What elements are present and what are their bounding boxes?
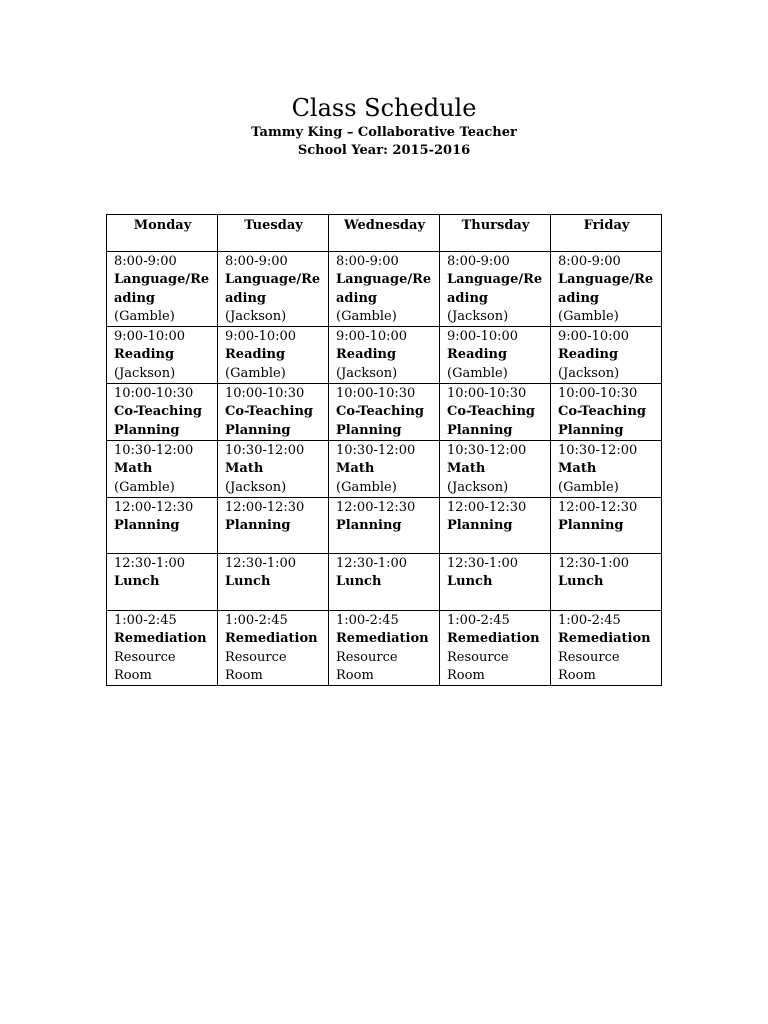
cell-subject: Math — [447, 461, 486, 477]
cell-note: (Gamble) — [558, 308, 619, 324]
page-subtitle: Tammy King – Collaborative Teacher — [251, 125, 517, 140]
cell-subject: Planning — [447, 518, 513, 534]
schedule-cell-friday — [551, 497, 662, 553]
schedule-cell-wednesday — [329, 441, 440, 498]
cell-subject: Co-Teaching Planning — [336, 404, 424, 438]
cell-note: (Jackson) — [225, 308, 287, 324]
cell-subject: Math — [114, 461, 153, 477]
schedule-cell-tuesday — [218, 497, 329, 553]
schedule-cell-tuesday — [218, 384, 329, 441]
cell-note: (Jackson) — [114, 365, 176, 381]
cell-subject: Remediation — [558, 631, 651, 647]
table-row — [107, 441, 662, 498]
cell-note: (Gamble) — [114, 479, 175, 495]
cell-subject: Planning — [558, 518, 624, 534]
schedule-cell-friday — [551, 553, 662, 610]
cell-subject: Remediation — [114, 631, 207, 647]
schedule-cell-wednesday — [329, 252, 440, 327]
cell-note: (Gamble) — [447, 365, 508, 381]
cell-subject: Reading — [558, 347, 619, 363]
schedule-cell-monday — [107, 553, 218, 610]
cell-subject: Lunch — [336, 574, 382, 590]
cell-subject: Planning — [225, 518, 291, 534]
cell-subject: Language/Reading — [225, 272, 321, 306]
cell-note: (Jackson) — [447, 479, 509, 495]
table-row — [107, 384, 662, 441]
cell-time: 8:00-9:00 — [336, 254, 399, 269]
cell-time: 12:00-12:30 — [336, 499, 416, 515]
schedule-cell-thursday — [440, 610, 551, 685]
cell-subject: Lunch — [225, 574, 271, 590]
cell-subject: Remediation — [447, 631, 540, 647]
schedule-cell-wednesday — [329, 610, 440, 685]
cell-subject: Lunch — [114, 574, 160, 590]
schedule-cell-wednesday — [329, 553, 440, 610]
cell-subject: Language/Reading — [447, 272, 543, 306]
cell-time: 9:00-10:00 — [336, 329, 408, 345]
cell-note: Resource Room — [114, 649, 176, 683]
schedule-cell-tuesday — [218, 610, 329, 685]
document-header — [0, 92, 768, 160]
school-year: School Year: 2015-2016 — [297, 143, 471, 158]
schedule-cell-wednesday — [329, 497, 440, 553]
schedule-table — [106, 214, 662, 686]
schedule-cell-tuesday — [218, 327, 329, 384]
cell-time: 12:00-12:30 — [225, 499, 305, 515]
cell-time: 12:30-1:00 — [225, 555, 297, 571]
table-row — [107, 252, 662, 327]
cell-subject: Planning — [114, 518, 180, 534]
cell-subject: Co-Teaching Planning — [114, 404, 202, 438]
cell-time: 12:30-1:00 — [447, 555, 519, 571]
cell-time: 12:00-12:30 — [114, 499, 194, 515]
schedule-cell-wednesday — [329, 384, 440, 441]
cell-subject: Remediation — [336, 631, 429, 647]
day-header-wednesday: Wednesday — [329, 215, 440, 252]
cell-time: 1:00-2:45 — [336, 612, 399, 628]
schedule-cell-monday — [107, 252, 218, 327]
cell-subject: Language/Reading — [336, 272, 432, 306]
table-row — [107, 327, 662, 384]
cell-subject: Remediation — [225, 631, 318, 647]
cell-subject: Math — [225, 461, 264, 477]
cell-time: 12:30-1:00 — [336, 555, 408, 571]
cell-note: (Gamble) — [225, 365, 286, 381]
cell-subject: Planning — [336, 518, 402, 534]
cell-note: Resource Room — [558, 649, 620, 683]
day-header-tuesday: Tuesday — [218, 215, 329, 252]
cell-subject: Lunch — [558, 574, 604, 590]
cell-time: 9:00-10:00 — [114, 329, 186, 345]
cell-note: (Gamble) — [114, 308, 175, 324]
cell-time: 8:00-9:00 — [447, 254, 510, 269]
cell-time: 10:30-12:00 — [447, 443, 527, 459]
schedule-cell-monday — [107, 384, 218, 441]
cell-time: 12:00-12:30 — [558, 499, 638, 515]
cell-subject: Math — [558, 461, 597, 477]
cell-subject: Reading — [336, 347, 397, 363]
schedule-cell-friday — [551, 441, 662, 498]
day-header-friday: Friday — [551, 215, 662, 252]
cell-time: 12:30-1:00 — [558, 555, 630, 571]
page-title: Class Schedule — [291, 94, 477, 122]
schedule-cell-friday — [551, 384, 662, 441]
cell-note: (Jackson) — [447, 308, 509, 324]
cell-subject: Lunch — [447, 574, 493, 590]
schedule-cell-monday — [107, 441, 218, 498]
cell-note: (Jackson) — [336, 365, 398, 381]
cell-subject: Co-Teaching Planning — [447, 404, 535, 438]
schedule-cell-tuesday — [218, 441, 329, 498]
cell-subject: Reading — [447, 347, 508, 363]
cell-time: 10:30-12:00 — [114, 443, 194, 459]
schedule-cell-monday — [107, 610, 218, 685]
cell-time: 1:00-2:45 — [447, 612, 510, 628]
cell-note: (Jackson) — [558, 365, 620, 381]
cell-time: 8:00-9:00 — [114, 254, 177, 269]
cell-time: 10:30-12:00 — [336, 443, 416, 459]
schedule-cell-thursday — [440, 384, 551, 441]
cell-subject: Math — [336, 461, 375, 477]
cell-time: 10:00-10:30 — [558, 386, 638, 402]
cell-note: Resource Room — [336, 649, 398, 683]
schedule-body — [107, 252, 662, 686]
schedule-cell-friday — [551, 327, 662, 384]
cell-time: 8:00-9:00 — [558, 254, 621, 269]
cell-time: 10:00-10:30 — [336, 386, 416, 402]
schedule-cell-friday — [551, 252, 662, 327]
cell-note: (Jackson) — [225, 479, 287, 495]
schedule-cell-monday — [107, 327, 218, 384]
cell-time: 10:00-10:30 — [114, 386, 194, 402]
cell-time: 10:30-12:00 — [558, 443, 638, 459]
cell-subject: Reading — [225, 347, 286, 363]
cell-time: 10:00-10:30 — [225, 386, 305, 402]
schedule-cell-thursday — [440, 497, 551, 553]
table-row — [107, 497, 662, 553]
table-row — [107, 610, 662, 685]
table-row — [107, 553, 662, 610]
cell-note: Resource Room — [447, 649, 509, 683]
cell-time: 8:00-9:00 — [225, 254, 288, 269]
cell-time: 9:00-10:00 — [558, 329, 630, 345]
cell-subject: Language/Reading — [558, 272, 654, 306]
cell-time: 1:00-2:45 — [114, 612, 177, 628]
cell-time: 12:30-1:00 — [114, 555, 186, 571]
cell-subject: Co-Teaching Planning — [558, 404, 646, 438]
cell-note: (Gamble) — [336, 479, 397, 495]
cell-time: 1:00-2:45 — [225, 612, 288, 628]
cell-time: 9:00-10:00 — [225, 329, 297, 345]
schedule-cell-thursday — [440, 441, 551, 498]
cell-note: Resource Room — [225, 649, 287, 683]
cell-time: 9:00-10:00 — [447, 329, 519, 345]
day-header-thursday: Thursday — [440, 215, 551, 252]
cell-time: 10:00-10:30 — [447, 386, 527, 402]
schedule-cell-thursday — [440, 327, 551, 384]
cell-subject: Reading — [114, 347, 175, 363]
cell-time: 10:30-12:00 — [225, 443, 305, 459]
schedule-cell-monday — [107, 497, 218, 553]
cell-note: (Gamble) — [336, 308, 397, 324]
schedule-cell-friday — [551, 610, 662, 685]
cell-subject: Co-Teaching Planning — [225, 404, 313, 438]
schedule-cell-tuesday — [218, 252, 329, 327]
schedule-header-row — [107, 215, 662, 252]
cell-time: 12:00-12:30 — [447, 499, 527, 515]
schedule-cell-thursday — [440, 252, 551, 327]
schedule-cell-wednesday — [329, 327, 440, 384]
cell-subject: Language/Reading — [114, 272, 210, 306]
cell-note: (Gamble) — [558, 479, 619, 495]
schedule-cell-thursday — [440, 553, 551, 610]
cell-time: 1:00-2:45 — [558, 612, 621, 628]
day-header-monday: Monday — [107, 215, 218, 252]
schedule-cell-tuesday — [218, 553, 329, 610]
